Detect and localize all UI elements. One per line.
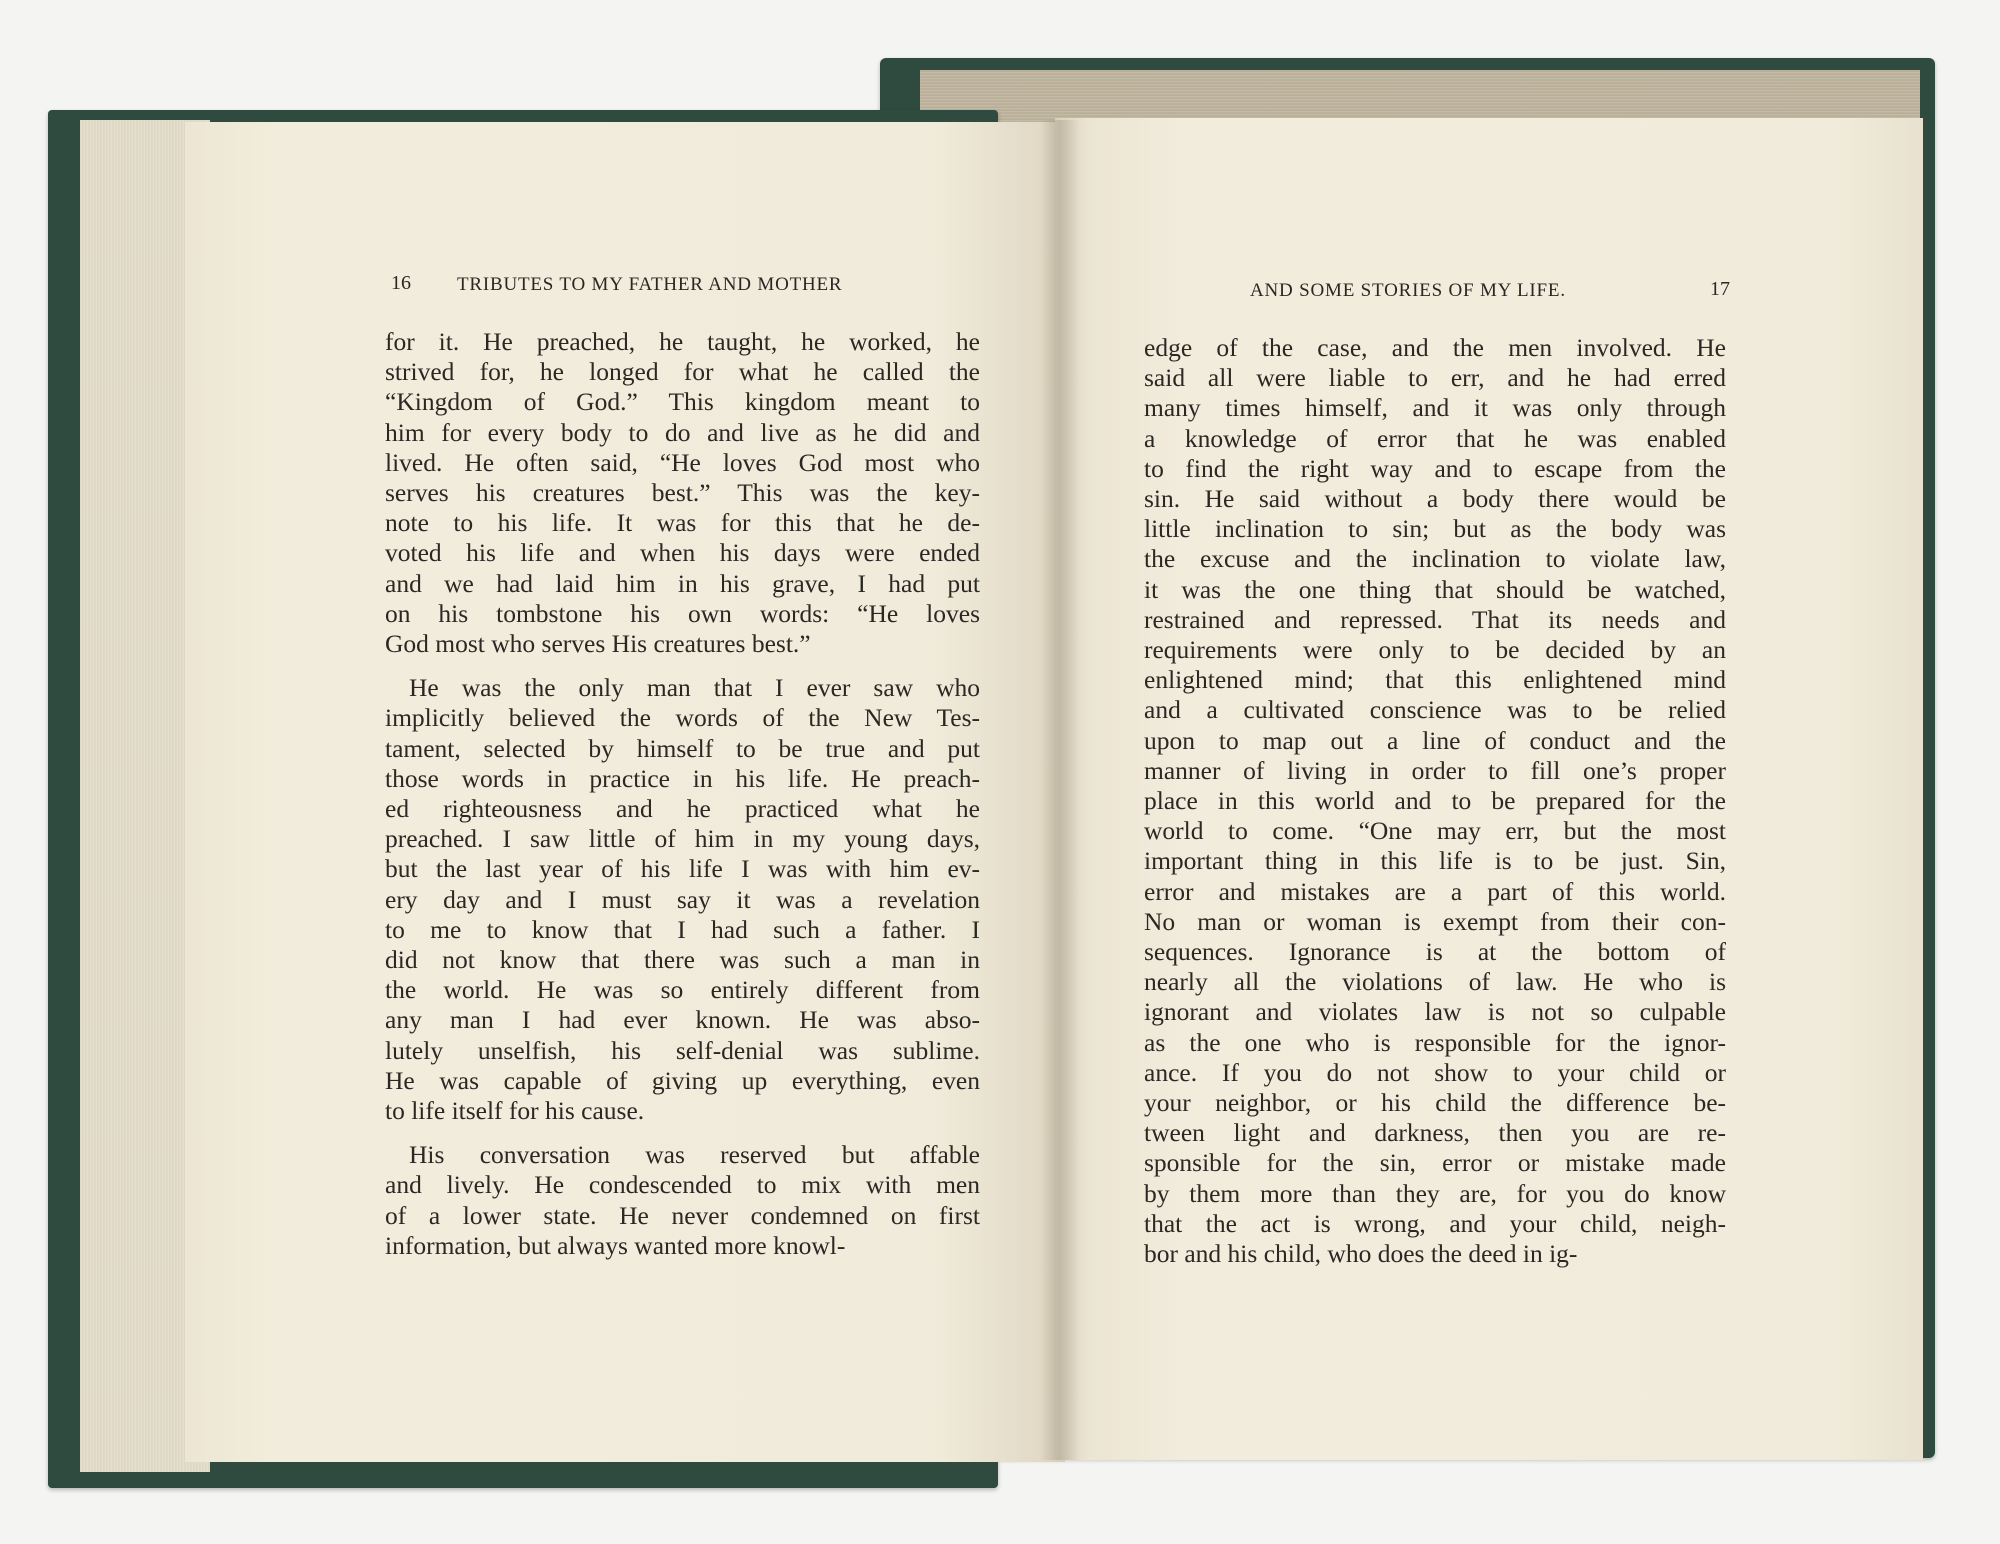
text-line: and we had laid him in his grave, I had put — [385, 568, 980, 598]
text-line: the excuse and the inclination to violate law, — [1144, 544, 1726, 574]
text-line: upon to map out a line of conduct and the — [1144, 725, 1726, 755]
page-number-left: 16 — [391, 272, 411, 294]
text-line: requirements were only to be decided by an — [1144, 635, 1726, 665]
text-line: lived. He often said, “He loves God most who — [385, 447, 980, 477]
text-line: but the last year of his life I was with him ev- — [385, 854, 980, 884]
page-edges-top — [920, 70, 1920, 122]
text-line: lutely unselfish, his self-denial was sublime. — [385, 1035, 980, 1065]
running-head-right: AND SOME STORIES OF MY LIFE. — [1250, 280, 1566, 301]
text-line: sin. He said without a body there would be — [1144, 484, 1726, 514]
text-line: the world. He was so entirely different from — [385, 975, 980, 1005]
text-line: serves his creatures best.” This was the key- — [385, 478, 980, 508]
text-line: error and mistakes are a part of this world. — [1144, 876, 1726, 906]
text-line: nearly all the violations of law. He who is — [1144, 967, 1726, 997]
text-line: He was capable of giving up everything, even — [385, 1065, 980, 1095]
text-line: and a cultivated conscience was to be relied — [1144, 695, 1726, 725]
paragraph — [1144, 333, 1726, 1269]
text-line: No man or woman is exempt from their con- — [1144, 906, 1726, 936]
text-line: preached. I saw little of him in my young days, — [385, 824, 980, 854]
book-gutter — [1040, 120, 1080, 1460]
text-line: tament, selected by himself to be true and put — [385, 733, 980, 763]
text-line: those words in practice in his life. He preach- — [385, 763, 980, 793]
text-line: place in this world and to be prepared for the — [1144, 786, 1726, 816]
paragraph-gap — [385, 659, 980, 673]
text-line: said all were liable to err, and he had erred — [1144, 363, 1726, 393]
paragraph — [385, 327, 980, 659]
text-line: by them more than they are, for you do know — [1144, 1178, 1726, 1208]
text-line: world to come. “One may err, but the most — [1144, 816, 1726, 846]
right-page-body — [1144, 333, 1726, 1269]
right-page — [1055, 118, 1923, 1460]
text-line: implicitly believed the words of the New Tes- — [385, 703, 980, 733]
text-line: edge of the case, and the men involved. He — [1144, 333, 1726, 362]
text-line: your neighbor, or his child the difference be- — [1144, 1088, 1726, 1118]
text-line: and lively. He condescended to mix with men — [385, 1170, 980, 1200]
paragraph — [385, 673, 980, 1126]
text-line: many times himself, and it was only through — [1144, 393, 1726, 423]
text-line: tween light and darkness, then you are re- — [1144, 1118, 1726, 1148]
running-head-left: TRIBUTES TO MY FATHER AND MOTHER — [457, 274, 843, 295]
text-line: important thing in this life is to be just. Sin, — [1144, 846, 1726, 876]
text-line: on his tombstone his own words: “He loves — [385, 598, 980, 628]
text-line: as the one who is responsible for the ignor- — [1144, 1027, 1726, 1057]
text-line: a knowledge of error that he was enabled — [1144, 423, 1726, 453]
text-line: sequences. Ignorance is at the bottom of — [1144, 937, 1726, 967]
text-line: to life itself for his cause. — [385, 1096, 645, 1126]
text-line: enlightened mind; that this enlightened mind — [1144, 665, 1726, 695]
text-line: to me to know that I had such a father. I — [385, 914, 980, 944]
text-line: sponsible for the sin, error or mistake made — [1144, 1148, 1726, 1178]
text-line: any man I had ever known. He was abso- — [385, 1005, 980, 1035]
text-line: note to his life. It was for this that he de- — [385, 508, 980, 538]
text-line: for it. He preached, he taught, he worked, he — [385, 327, 980, 356]
text-line: ed righteousness and he practiced what he — [385, 794, 980, 824]
text-line: bor and his child, who does the deed in ig- — [1144, 1239, 1578, 1269]
text-line: did not know that there was such a man in — [385, 945, 980, 975]
text-line: of a lower state. He never condemned on first — [385, 1200, 980, 1230]
paragraph — [385, 1140, 980, 1261]
left-page — [185, 122, 1065, 1462]
text-line: ery day and I must say it was a revelation — [385, 884, 980, 914]
text-line: him for every body to do and live as he did and — [385, 417, 980, 447]
page-number-right: 17 — [1710, 278, 1730, 300]
paragraph-gap — [385, 1126, 980, 1140]
left-page-body — [385, 327, 980, 1261]
text-line: it was the one thing that should be watched, — [1144, 574, 1726, 604]
text-line: voted his life and when his days were ended — [385, 538, 980, 568]
text-line: “Kingdom of God.” This kingdom meant to — [385, 387, 980, 417]
text-line: information, but always wanted more knowl- — [385, 1230, 846, 1260]
text-line: restrained and repressed. That its needs and — [1144, 604, 1726, 634]
text-line: His conversation was reserved but affable — [409, 1140, 980, 1170]
text-line: little inclination to sin; but as the body was — [1144, 514, 1726, 544]
text-line: strived for, he longed for what he called the — [385, 357, 980, 387]
text-line: ance. If you do not show to your child or — [1144, 1057, 1726, 1087]
text-line: to find the right way and to escape from the — [1144, 453, 1726, 483]
text-line: manner of living in order to fill one’s proper — [1144, 755, 1726, 785]
text-line: ignorant and violates law is not so culpable — [1144, 997, 1726, 1027]
text-line: God most who serves His creatures best.” — [385, 629, 811, 659]
text-line: that the act is wrong, and your child, neigh- — [1144, 1208, 1726, 1238]
text-line: He was the only man that I ever saw who — [409, 673, 980, 703]
